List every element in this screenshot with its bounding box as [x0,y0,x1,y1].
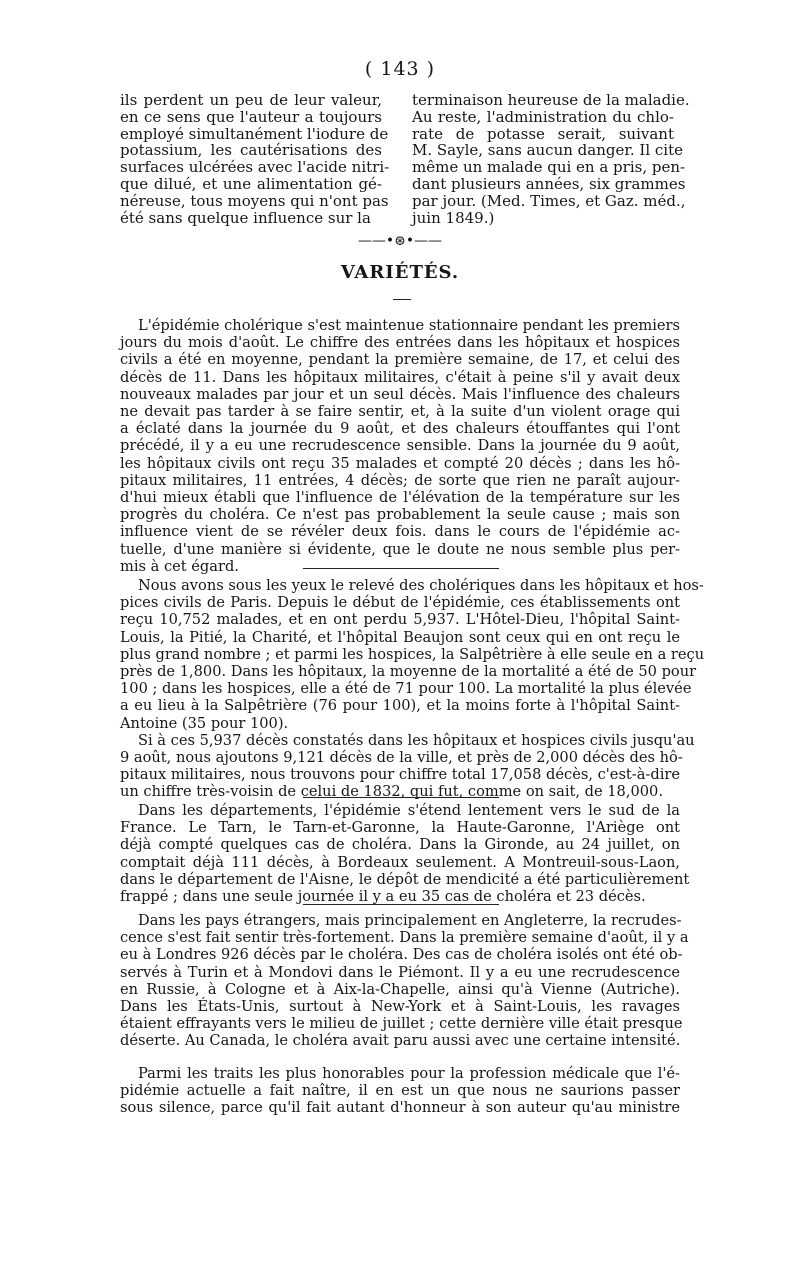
text-line: un chiffre très-voisin de celui de 1832, qui fut, comme on sait, de 18,000. [120,783,663,801]
text-line: Si à ces 5,937 décès constatés dans les hôpitaux et hospices civils jusqu'au [138,731,695,749]
text-line: Dans les départements, l'épidémie s'étend lentement vers le sud de la [138,802,680,819]
text-line: potassium, les cautérisations des [120,141,382,160]
text-line: terminaison heureuse de la maladie. [412,91,690,109]
text-line: décès de 11. Dans les hôpitaux militaires, c'était à peine s'il y avait deux [120,368,680,386]
right-column [412,91,690,227]
text-line: progrès du choléra. Ce n'est pas probablement la seule cause ; mais son [120,506,680,524]
text-line: 100 ; dans les hospices, elle a été de 71 pour 100. La mortalité la plus élevée [120,680,692,698]
text-line: M. Sayle, sans aucun danger. Il cite [412,141,683,160]
paragraph-1 [120,317,680,575]
text-line: tuelle, d'une manière si évidente, que le doute ne nous semble plus per- [120,540,680,558]
text-line: en ce sens que l'auteur a toujours [120,107,382,126]
text-line: plus grand nombre ; et parmi les hospices, la Salpêtrière à elle seule en a reçu [120,645,705,663]
text-line: que dilué, et une alimentation gé- [120,174,382,193]
text-line: a eu lieu à la Salpêtrière (76 pour 100), et la moins forte à l'hôpital Saint- [120,697,680,715]
section-rule [303,904,499,905]
text-line: en Russie, à Cologne et à Aix-la-Chapelle, ainsi qu'à Vienne (Autriche). [120,980,680,998]
text-line: reçu 10,752 malades, et en ont perdu 5,937. L'Hôtel-Dieu, l'hôpital Saint- [120,611,680,629]
text-line: Parmi les traits les plus honorables pour la profession médicale que l'é- [138,1065,680,1082]
text-line: employé simultanément l'iodure de [120,124,389,143]
text-line: nouveaux malades par jour et un seul décès. Mais l'influence des chaleurs [120,385,680,403]
text-line: les hôpitaux civils ont reçu 35 malades et compté 20 décès ; dans les hô- [120,454,680,472]
ornament-divider: ——•⊛•—— [357,233,443,249]
text-line: pices civils de Paris. Depuis le début de l'épidémie, ces établissements ont [120,594,680,612]
text-line: d'hui mieux établi que l'influence de l'élévation de la température sur les [120,489,680,507]
text-line: précédé, il y a eu une recrudescence sensible. Dans la journée du 9 août, [120,437,680,455]
text-line: pitaux militaires, nous trouvons pour chiffre total 17,058 décès, c'est-à-dire [120,766,680,784]
paragraph-3 [120,802,690,906]
text-line: frappé ; dans une seule journée il y a eu 35 cas de choléra et 23 décès. [120,888,646,906]
section-rule [303,568,499,569]
page-number: ( 143 ) [364,58,436,80]
text-line: L'épidémie cholérique s'est maintenue stationnaire pendant les premiers [138,317,680,334]
text-line: ils perdent un peu de leur valeur, [120,91,382,109]
text-line: sous silence, parce qu'il fait autant d'honneur à son auteur qu'au ministre [120,1099,680,1117]
text-line: ne devait pas tarder à se faire sentir, et, à la suite d'un violent orage qui [120,403,680,421]
text-line: pidémie actuelle a fait naître, il en est un que nous ne saurions passer [120,1082,680,1100]
text-line: servés à Turin et à Mondovi dans le Piémont. Il y a eu une recrudescence [120,963,680,981]
heading-rule [393,299,411,300]
text-line: par jour. (Med. Times, et Gaz. méd., [412,191,686,210]
text-line: rate de potasse serait, suivant [412,124,674,143]
text-line: Nous avons sous les yeux le relevé des cholériques dans les hôpitaux et hos- [138,577,704,594]
text-line: civils a été en moyenne, pendant la première semaine, de 17, et celui des [120,351,680,369]
text-line: Au reste, l'administration du chlo- [412,107,674,126]
text-line: été sans quelque influence sur la [120,208,371,227]
paragraph-4 [120,912,689,1050]
text-line: juin 1849.) [412,208,495,227]
text-line: étaient effrayants vers le milieu de juillet ; cette dernière ville était presque [120,1015,683,1033]
text-line: 9 août, nous ajoutons 9,121 décès de la ville, et près de 2,000 décès des hô- [120,749,683,767]
text-line: surfaces ulcérées avec l'acide nitri- [120,158,390,177]
text-line: déjà compté quelques cas de choléra. Dans la Gironde, au 24 juillet, on [120,836,680,854]
text-line: comptait déjà 111 décès, à Bordeaux seulement. A Montreuil-sous-Laon, [120,853,680,871]
left-column [120,91,390,227]
text-line: Antoine (35 pour 100). [120,714,289,732]
text-line: pitaux militaires, 11 entrées, 4 décès; de sorte que rien ne paraît aujour- [120,471,680,489]
text-line: eu à Londres 926 décès par le choléra. Des cas de choléra isolés ont été ob- [120,946,683,964]
text-line: près de 1,800. Dans les hôpitaux, la moyenne de la mortalité a été de 50 pour [120,663,697,681]
paragraph-2 [120,577,705,801]
text-line: a éclaté dans la journée du 9 août, et des chaleurs étouffantes qui l'ont [120,420,680,438]
text-line: même un malade qui en a pris, pen- [412,158,686,177]
text-line: déserte. Au Canada, le choléra avait paru aussi avec une certaine intensité. [120,1032,681,1050]
text-line: dans le département de l'Aisne, le dépôt de mendicité a été particulièrement [120,870,690,888]
text-line: jours du mois d'août. Le chiffre des entrées dans les hôpitaux et hospices [120,334,680,352]
section-heading: VARIÉTÉS. [340,262,460,283]
text-line: France. Le Tarn, le Tarn-et-Garonne, la Haute-Garonne, l'Ariège ont [120,819,680,837]
text-line: influence vient de se révéler deux fois. dans le cours de l'épidémie ac- [120,523,680,541]
text-line: Louis, la Pitié, la Charité, et l'hôpital Beaujon sont ceux qui en ont reçu le [120,628,680,646]
section-rule [303,797,499,798]
text-line: néreuse, tous moyens qui n'ont pas [120,191,389,210]
text-line: dant plusieurs années, six grammes [412,174,686,193]
paragraph-5 [120,1065,680,1117]
text-line: Dans les pays étrangers, mais principalement en Angleterre, la recrudes- [138,912,682,929]
text-line: mis à cet égard. [120,557,239,575]
text-line: Dans les États-Unis, surtout à New-York et à Saint-Louis, les ravages [120,998,680,1016]
text-line: cence s'est fait sentir très-fortement. Dans la première semaine d'août, il y a [120,929,689,947]
